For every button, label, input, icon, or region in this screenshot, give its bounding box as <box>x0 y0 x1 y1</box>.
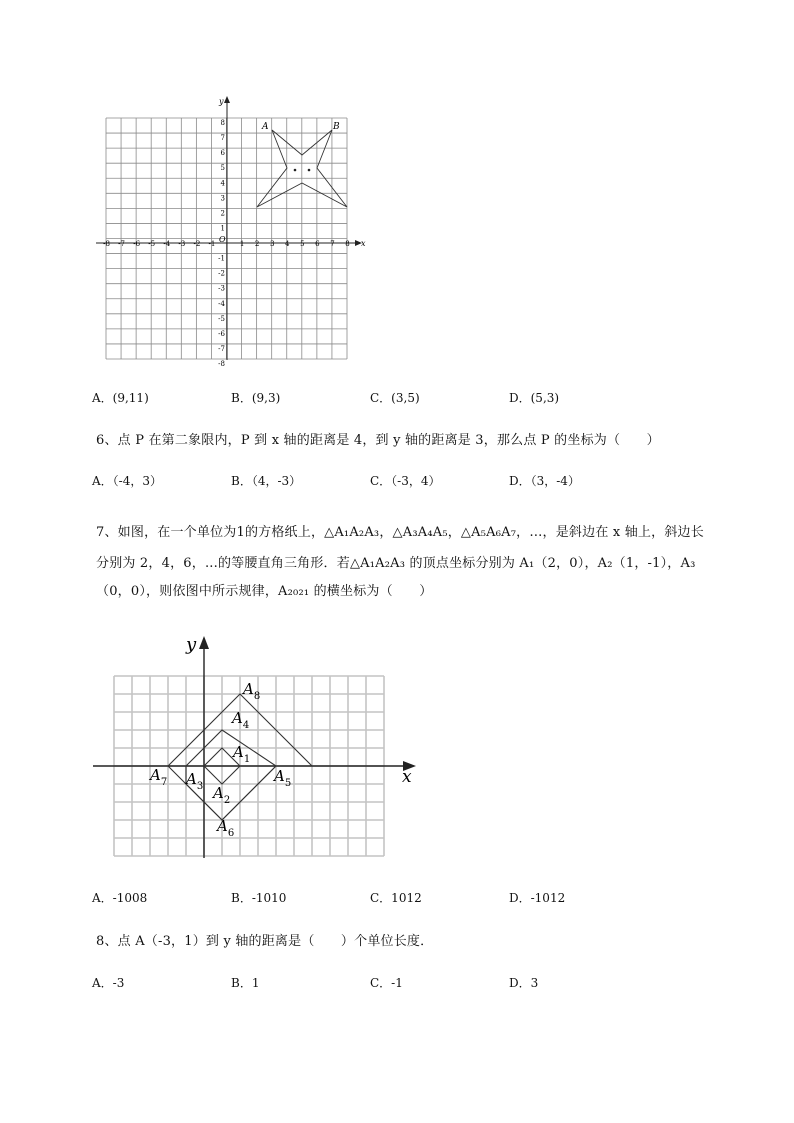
y-tick-label: -5 <box>218 314 225 323</box>
star-dot-left <box>294 169 297 172</box>
x-tick-label: 5 <box>300 240 305 248</box>
y-tick-label: -1 <box>218 254 225 263</box>
x-tick-label: 1 <box>239 240 245 248</box>
q5-option-c[interactable]: C．(3,5) <box>370 391 420 405</box>
x-tick-label: -2 <box>193 240 201 248</box>
q7-option-d[interactable]: D．-1012 <box>509 891 566 905</box>
triangle-grid-figure <box>88 628 428 864</box>
q6-option-b[interactable]: B．（4，-3） <box>231 474 302 488</box>
q7-stem-line2: 分别为 2，4，6，...的等腰直角三角形．若△A₁A₂A₃ 的顶点坐标分别为 A₁（2，0），A₂（1，-1），A₃ <box>96 556 696 571</box>
x-tick-label: -1 <box>208 240 216 248</box>
origin-label: O <box>219 235 226 244</box>
y-tick-label: -6 <box>218 329 225 338</box>
y-tick-label: 7 <box>220 134 225 143</box>
point-label-a3: $A_3$ <box>186 770 204 792</box>
q8-option-b[interactable]: B．1 <box>231 976 260 990</box>
point-label-a7: $A_7$ <box>150 766 168 788</box>
x-tick-label: 3 <box>269 240 275 248</box>
x-tick-label: 8 <box>345 240 350 248</box>
x-tick-label: 6 <box>315 240 320 248</box>
x-axis-label: x <box>402 767 412 787</box>
q6-option-d[interactable]: D．（3，-4） <box>509 474 580 488</box>
point-label-a5: $A_5$ <box>274 767 292 789</box>
q7-stem-line3: （0，0），则依图中所示规律，A₂₀₂₁ 的横坐标为（ ） <box>96 584 433 599</box>
q8-stem: 8、点 A（-3，1）到 y 轴的距离是（ ）个单位长度． <box>96 934 434 949</box>
q5-option-d[interactable]: D．(5,3) <box>509 391 560 405</box>
y-tick-label: -4 <box>218 299 225 308</box>
point-label-a8: $A_8$ <box>243 680 261 702</box>
y-tick-label: 1 <box>220 224 225 233</box>
y-tick-label: -7 <box>218 344 225 353</box>
y-tick-label: 2 <box>220 209 225 218</box>
y-axis-label: y <box>186 634 197 655</box>
point-label-a2: $A_2$ <box>213 784 231 806</box>
q6-stem: 6、点 P 在第二象限内，P 到 x 轴的距离是 4，到 y 轴的距离是 3，那么点 P 的坐标为（ ） <box>96 433 660 448</box>
q6-option-c[interactable]: C．（-3，4） <box>370 474 441 488</box>
y-tick-label: -2 <box>218 269 225 278</box>
x-tick-label: -7 <box>118 240 125 248</box>
y-axis-arrow <box>224 96 230 103</box>
q8-option-c[interactable]: C．-1 <box>370 976 403 990</box>
y-axis-label: y <box>219 97 224 106</box>
q7-stem-line1: 7、如图，在一个单位为1的方格纸上，△A₁A₂A₃，△A₃A₄A₅，△A₅A₆A₇，…，是斜边在 x 轴上，斜边长 <box>96 525 704 540</box>
y-tick-label: 8 <box>220 119 225 127</box>
star-dot-right <box>308 169 311 172</box>
q7-option-b[interactable]: B．-1010 <box>231 891 287 905</box>
q5-option-a[interactable]: A．(9,11) <box>92 391 149 405</box>
q7-option-c[interactable]: C．1012 <box>370 891 422 905</box>
x-tick-label: -3 <box>178 240 186 248</box>
y-axis-arrow <box>199 636 209 649</box>
y-tick-label: -3 <box>218 284 225 293</box>
x-tick-label: 7 <box>330 240 335 248</box>
point-label-a6: $A_6$ <box>217 817 235 839</box>
x-tick-label: -4 <box>163 240 171 248</box>
point-label-a1: $A_1$ <box>233 743 251 765</box>
point-label-a4: $A_4$ <box>232 709 250 731</box>
point-labels <box>148 680 291 839</box>
x-tick-label: 2 <box>254 240 260 248</box>
y-tick-label: -8 <box>218 360 225 368</box>
q6-option-a[interactable]: A．（-4，3） <box>92 474 162 488</box>
x-tick-label: -5 <box>148 240 156 248</box>
y-tick-label: 6 <box>220 149 225 158</box>
point-a-label: A <box>262 122 269 132</box>
x-tick-label: -8 <box>103 240 110 248</box>
y-tick-label: 3 <box>220 194 225 203</box>
q7-option-a[interactable]: A．-1008 <box>92 891 148 905</box>
y-tick-label: 4 <box>220 179 225 188</box>
y-tick-label: 5 <box>220 164 225 173</box>
q8-option-d[interactable]: D．3 <box>509 976 539 990</box>
point-b-label: B <box>333 122 340 132</box>
x-tick-label: 4 <box>285 240 290 248</box>
star-grid-figure <box>90 92 380 372</box>
q5-option-b[interactable]: B．(9,3) <box>231 391 281 405</box>
x-tick-label: -6 <box>133 240 141 248</box>
x-axis-label: x <box>361 239 366 248</box>
q8-option-a[interactable]: A．-3 <box>92 976 125 990</box>
